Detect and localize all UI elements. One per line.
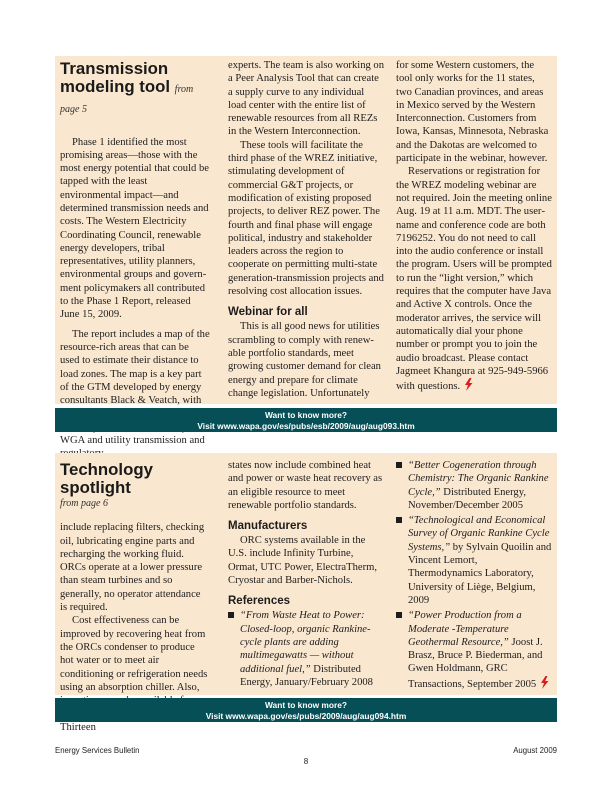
manufacturers-subheading: Manufacturers [228, 520, 308, 533]
paragraph: Cost effectiveness can be improved by recovering heat from the ORCs condenser to produce hot water or to meet air conditioning or refrigeration needs using an absorption chiller. Also, Thirteen [60, 615, 208, 733]
reference-source: Joost J. Brasz, Bruce P. Biederman, and Gwen Holdmann, GRC Transactions, September 2005 [408, 636, 543, 690]
know-more-bar [55, 408, 557, 432]
reference-item [396, 459, 552, 512]
article-title: Technology spotlight [60, 460, 153, 497]
webinar-subheading: Webinar for all [228, 306, 308, 319]
article-title-line-1: Transmission [60, 59, 169, 78]
technology-spotlight-column-1 [60, 461, 210, 734]
reference-item [396, 514, 552, 607]
know-more-link[interactable]: Visit www.wapa.gov/es/pubs/2009/aug/aug094.htm [205, 710, 407, 721]
paragraph-with-end-mark [396, 165, 552, 393]
references-subheading: References [228, 595, 291, 608]
transmission-article-column-3 [396, 59, 552, 393]
transmission-article-column-1 [60, 60, 210, 461]
publication-name: Energy Services Bulletin [55, 746, 140, 755]
article-title [60, 60, 210, 119]
article-title-line-2: modeling tool [60, 76, 170, 96]
technology-spotlight-column-3 [396, 459, 552, 693]
paragraph-text: Reservations or registration for the WREZ modeling webinar are not required. Join the meeting online Aug. 19 at 11 a.m. MDT. The username and conference code are both 7196252. You do not need to call into the audio conference or install the program. Users will be prompted to run the “light version,” which requires that the computer have Java and Active X controls. Once the moderator arrives, the service will automatically dial your phone number or prompt you to join the audio broadcast. Please contact Jagmeet Khangura at 925-949-5966 with questions. [396, 166, 552, 393]
reference-title: “Technological and Economical Survey of Organic Rankine Cycle Systems,” [408, 515, 550, 553]
paragraph: for some Western customers, the tool only works for the 11 states, two Canadian provinces, and areas in Mexico served by the Western Interconnection. Customers from Iowa, Kansas, Minnesota, Nebraska and the Dakotas are welcomed to participate in the webinar, however. [396, 60, 549, 165]
reference-title: “Better Cogeneration through Chemistry: The Organic Rankine Cycle,” [408, 460, 549, 498]
paragraph: These tools will facilitate the third phase of the WREZ initiative, stimulating development of commercial G&T projects, or modification of existing proposed projects, to deliver REZ power. The fourth and final phase will engage political, industry and stakeholder leaders across the region to cooperate on permitting multi-state generation-transmission projects and resolving cost allocation issues. [228, 139, 384, 298]
technology-spotlight-column-2 [228, 459, 385, 691]
reference-title: “From Waste Heat to Power: Closed-loop, organic Rankine-cycle plants are adding multimegawatts — without additional fuel,” [240, 610, 371, 675]
paragraph: ORC systems available in the U.S. include Infinity Turbine, Ormat, UTC Power, ElectraTherm, Cryostar and Barber-Nichols. [228, 535, 378, 587]
reference-source: by Sylvain Quoilin and Vincent Lemort, Thermodynamics Laboratory, University of Liège, Belgium, 2009 [408, 541, 552, 606]
paragraph: This is all good news for utilities scrambling to comply with renewable portfolio standards, meet growing customer demand for clean energy and prepare for climate change legislation. Unfortunately [228, 321, 381, 399]
lightning-bolt-icon [540, 676, 549, 689]
know-more-bar [55, 698, 557, 722]
transmission-article-column-2 [228, 59, 385, 400]
issue-date: August 2009 [513, 746, 557, 755]
continued-from-note: from page 5 [60, 83, 194, 115]
reference-item [396, 609, 552, 691]
paragraph: The report includes a map of the resource-rich areas that can be used to estimate their distance to load zones. The map is a key part of the GTM developed by energy consultants Black & Veatch, with WGA and utility transmission and [60, 328, 210, 447]
reference-item [228, 609, 385, 689]
continued-from-note: from page 6 [60, 498, 108, 509]
paragraph: Phase 1 identified the most promising areas—those with the most energy potential that could be tapped with the least environmental impact—and determined transmission needs and costs. The Western Electricity Coordinating Council, renewable energy developers, tribal representatives, utility planners, environmental groups and government policymakers all contributed to the Phase 1 Report, released June 15, 2009. [60, 136, 209, 321]
reference-source: Distributed Energy, January/February 2008 [240, 663, 373, 688]
paragraph: experts. The team is also working on a Peer Analysis Tool that can create a supply curve to any individual load center with the entire list of renewable resources from all REZs in the Western Interconnection. [228, 60, 385, 138]
reference-title: “Power Production from a Moderate -Temperature Geothermal Resource,” [408, 610, 522, 648]
paragraph: include replacing filters, checking oil, lubricating engine parts and recharging the working fluid. ORCs operate at a lower pressure than steam turbines and so generally, no operator attendance is required. [60, 522, 205, 614]
lightning-bolt-icon [464, 378, 473, 391]
reference-list [228, 609, 385, 689]
know-more-heading: Want to know more? [264, 700, 348, 710]
know-more-heading: Want to know more? [264, 410, 348, 420]
paragraph: states now include combined heat and power or waste heat recovery as an eligible resource to meet renewable portfolio standards. [228, 460, 383, 511]
reference-list [396, 459, 552, 691]
know-more-link[interactable]: Visit www.wapa.gov/es/pubs/esb/2009/aug/aug093.htm [197, 420, 415, 431]
reference-source: Distributed Energy, November/December 2005 [408, 486, 526, 511]
page-number: 8 [303, 757, 309, 766]
